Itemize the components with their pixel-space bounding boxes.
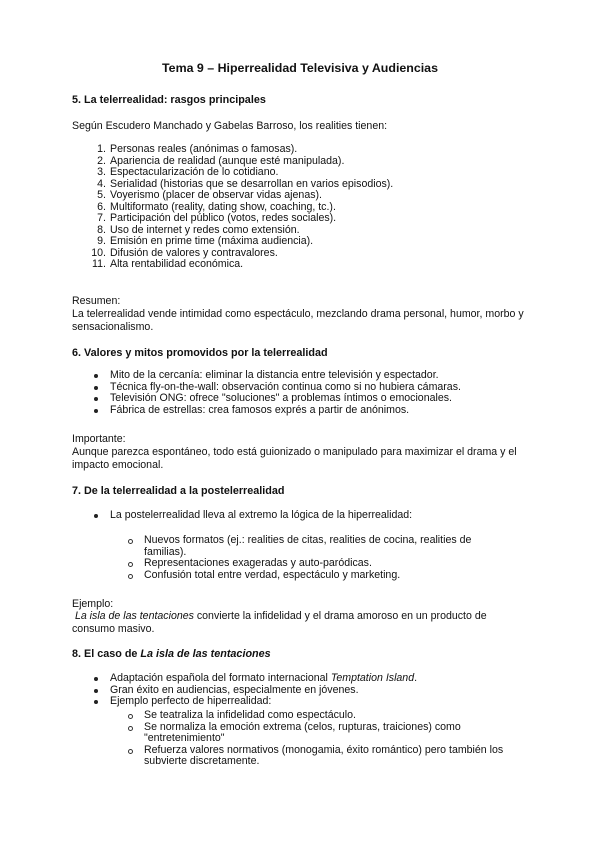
list-item: 6. Multiformato (reality, dating show, coaching, tc.). [97, 200, 336, 213]
list-item: 3. Espectacularización de lo cotidiano. [97, 166, 279, 179]
section-7-list [110, 510, 412, 522]
list-item: Mito de la cercanía: eliminar la distancia entre televisión y espectador. [110, 370, 461, 382]
example-text: La isla de las tentaciones convierte la infidelidad y el drama amoroso en un producto de consumo masivo. [72, 610, 487, 635]
section-5-list [91, 143, 394, 271]
section-5-heading: 5. La telerrealidad: rasgos principales [72, 94, 266, 106]
important-text: Aunque parezca espontáneo, todo está guionizado o manipulado para maximizar el drama y el impacto emocional. [72, 446, 517, 471]
section-8-heading: 8. El caso de La isla de las tentaciones [72, 648, 271, 660]
list-item: Fábrica de estrellas: crea famosos exprés a partir de anónimos. [110, 405, 461, 417]
list-item: Refuerza valores normativos (monogamia, éxito romántico) pero también los subvierte discretamente. [144, 745, 524, 768]
section-6-list [110, 370, 461, 416]
important-label: Importante: [72, 433, 126, 445]
list-item: 4. Serialidad (historias que se desarrollan en varios episodios). [97, 177, 394, 190]
section-7-heading: 7. De la telerrealidad a la postelerrealidad [72, 485, 285, 497]
list-item: 9. Emisión en prime time (máxima audiencia). [97, 235, 314, 248]
list-item: Representaciones exageradas y auto-paródicas. [144, 558, 504, 570]
list-item: 7. Participación del público (votos, redes sociales). [97, 212, 337, 225]
list-item: Ejemplo perfecto de hiperrealidad: [110, 696, 417, 708]
list-item: 11. Alta rentabilidad económica. [92, 258, 244, 271]
document-title: Tema 9 – Hiperrealidad Televisiva y Audiencias [162, 61, 438, 75]
section-5-intro: Según Escudero Manchado y Gabelas Barroso, los realities tienen: [72, 120, 388, 132]
list-item: Adaptación española del formato internacional Temptation Island. [110, 672, 418, 684]
list-item: La postelerrealidad lleva al extremo la lógica de la hiperrealidad: [110, 509, 413, 521]
summary-text: La telerrealidad vende intimidad como espectáculo, mezclando drama personal, humor, morbo y sensacionalismo. [72, 308, 524, 333]
list-item: Nuevos formatos (ej.: realities de citas, realities de cocina, realities de familias). [144, 535, 504, 558]
section-7-sublist [144, 535, 504, 581]
list-item: Técnica fly-on-the-wall: observación continua como si no hubiera cámaras. [110, 380, 461, 393]
list-item: Confusión total entre verdad, espectáculo y marketing. [144, 570, 504, 582]
list-item: Gran éxito en audiencias, especialmente en jóvenes. [110, 685, 417, 697]
list-item: 10. Difusión de valores y contravalores. [91, 246, 278, 259]
list-item: Se normaliza la emoción extrema (celos, rupturas, traiciones) como "entretenimiento" [144, 722, 524, 745]
section-8-list [110, 673, 417, 708]
example-label: Ejemplo: [72, 598, 114, 610]
list-item: 2. Apariencia de realidad (aunque esté manipulada). [97, 154, 345, 167]
summary-label: Resumen: [72, 295, 121, 307]
list-item: 8. Uso de internet y redes como extensión. [97, 223, 300, 236]
list-item: 5. Voyerismo (placer de observar vidas ajenas). [97, 189, 322, 202]
section-8-sublist [144, 710, 524, 768]
list-item: 1. Personas reales (anónimas o famosas). [97, 143, 298, 155]
section-6-heading: 6. Valores y mitos promovidos por la telerrealidad [72, 347, 328, 359]
list-item: Se teatraliza la infidelidad como espectáculo. [144, 710, 524, 722]
list-item: Televisión ONG: ofrece "soluciones" a problemas íntimos o emocionales. [110, 393, 461, 405]
example-title: La isla de las tentaciones [74, 610, 194, 622]
